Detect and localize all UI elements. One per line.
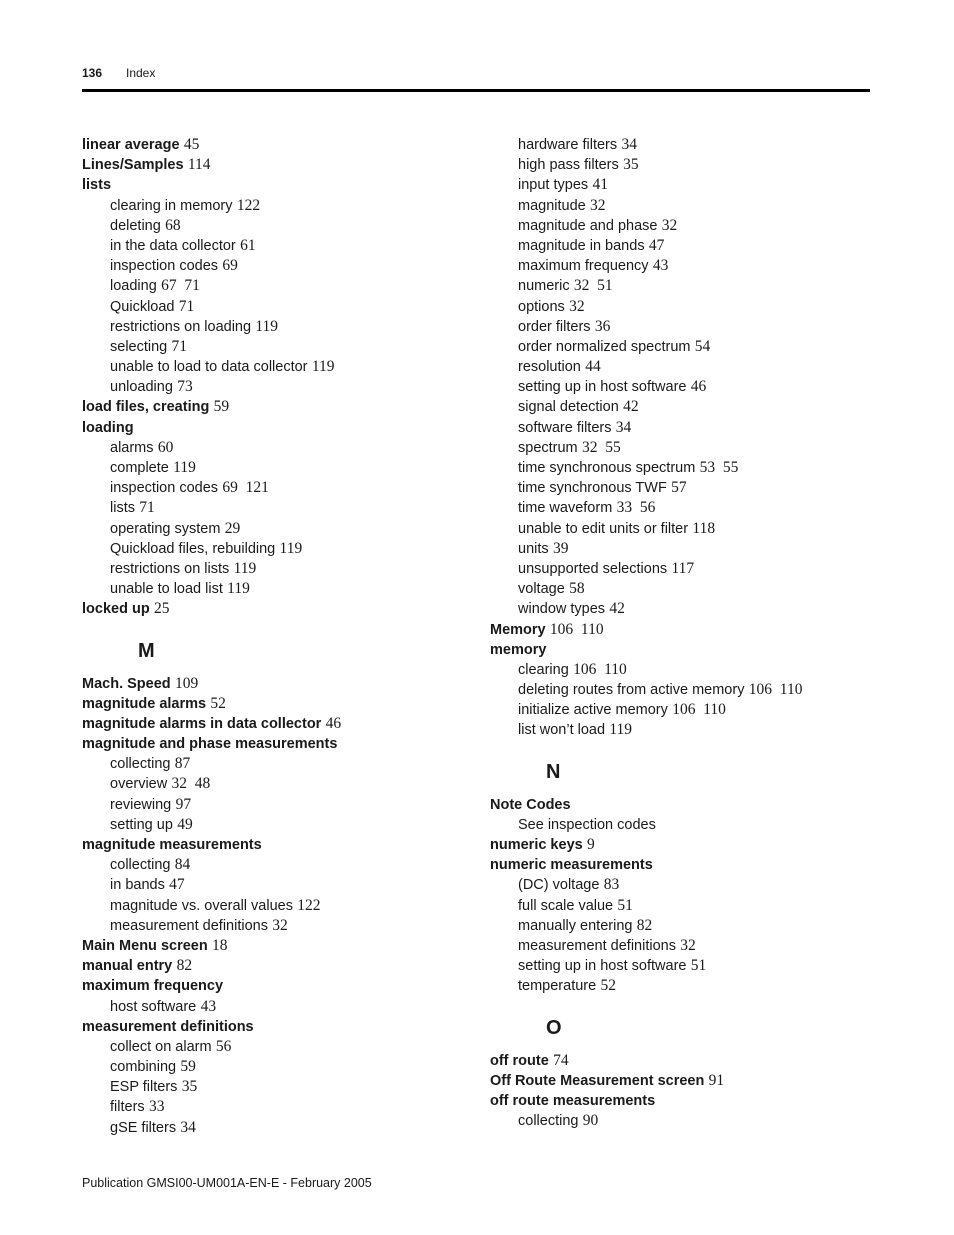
subentry-term: in bands (110, 877, 165, 894)
index-entry (82, 956, 482, 976)
index-entry (82, 734, 482, 754)
subentry-term: order normalized spectrum (518, 338, 691, 355)
page-references: 46 (690, 378, 707, 396)
index-subentry (490, 236, 890, 256)
subentry-term: unsupported selections (518, 560, 668, 577)
index-letter-heading: O (546, 1016, 562, 1039)
page-references: 41 (592, 176, 608, 194)
page-references: 119 (311, 358, 335, 376)
page-references: 90 (582, 1112, 599, 1130)
page-references: 91 (708, 1071, 725, 1089)
index-subentry (490, 896, 890, 916)
page-references: 119 (233, 559, 257, 577)
page-references: 34 (615, 418, 632, 436)
subentry-term: ESP filters (110, 1079, 178, 1096)
subentry-term: restrictions on loading (110, 318, 252, 335)
subentry-term: loading (110, 278, 157, 295)
header-rule (82, 89, 870, 92)
index-subentry (490, 155, 890, 175)
index-entry (82, 418, 482, 438)
subentry-term: maximum frequency (518, 258, 649, 275)
page-references: 43 (652, 257, 669, 275)
index-entry (490, 855, 890, 875)
subentry-term: in the data collector (110, 237, 236, 254)
index-entry (82, 135, 482, 155)
index-subentry (490, 175, 890, 195)
index-subentry (490, 875, 890, 895)
index-subentry (82, 774, 482, 794)
index-subentry (490, 539, 890, 559)
index-subentry (82, 855, 482, 875)
subentry-term: deleting (110, 217, 161, 234)
index-subentry (82, 297, 482, 317)
page-references: 51 (617, 896, 633, 914)
index-column-left (82, 135, 482, 1138)
index-subentry (82, 337, 482, 357)
page-references: 109 (174, 674, 199, 692)
page-references: 74 (553, 1051, 569, 1069)
subentry-term: filters (110, 1099, 145, 1116)
page-references: 97 (175, 795, 192, 813)
page-references: 29 (224, 519, 241, 537)
entry-term: manual entry (82, 958, 173, 975)
index-subentry (490, 720, 890, 740)
page-references: 32 51 (573, 277, 613, 295)
subentry-term: collect on alarm (110, 1038, 212, 1055)
index-entry (82, 674, 482, 694)
index-entry (490, 640, 890, 660)
page-references: 52 (600, 977, 616, 995)
entry-term: load files, creating (82, 399, 210, 416)
page-references: 67 71 (161, 277, 200, 295)
index-subentry (490, 815, 890, 835)
subentry-term: selecting (110, 338, 168, 355)
subentry-term: list won’t load (518, 722, 606, 739)
index-subentry (82, 896, 482, 916)
subentry-term: software filters (518, 419, 612, 436)
page-references: 71 (171, 337, 188, 355)
page-references: 34 (180, 1118, 196, 1136)
page-references: 58 (569, 580, 585, 598)
index-subentry (82, 438, 482, 458)
index-subentry (82, 1037, 482, 1057)
index-subentry (82, 916, 482, 936)
entry-term: Mach. Speed (82, 675, 171, 692)
index-subentry (490, 478, 890, 498)
index-subentry (82, 377, 482, 397)
subentry-term: Quickload (110, 298, 175, 315)
subentry-term: options (518, 298, 565, 315)
index-subentry (82, 559, 482, 579)
subentry-term: overview (110, 776, 168, 793)
page-references: 114 (187, 156, 211, 174)
page-references: 57 (671, 479, 687, 497)
entry-term: off route measurements (490, 1092, 656, 1109)
subentry-term: measurement definitions (110, 917, 268, 934)
index-subentry (82, 317, 482, 337)
page-references: 32 (661, 216, 678, 234)
index-subentry (490, 297, 890, 317)
page-references: 25 (154, 600, 170, 618)
subentry-term: collecting (110, 857, 171, 874)
page-references: 42 (609, 600, 625, 618)
subentry-term: clearing in memory (110, 197, 233, 214)
index-subentry (82, 357, 482, 377)
page-references: 47 (648, 236, 665, 254)
page-references: 73 (177, 378, 193, 396)
page-references: 82 (636, 916, 653, 934)
index-subentry (490, 976, 890, 996)
page-references: 39 (552, 539, 569, 557)
page-references: 82 (176, 957, 193, 975)
subentry-term: alarms (110, 439, 154, 456)
index-subentry (82, 519, 482, 539)
index-subentry (490, 660, 890, 680)
page-references: 33 (148, 1098, 165, 1116)
page-references: 42 (623, 398, 639, 416)
subentry-term: initialize active memory (518, 702, 668, 719)
entry-term: Note Codes (490, 796, 571, 813)
index-subentry (490, 458, 890, 478)
index-entry (82, 599, 482, 619)
subentry-term: measurement definitions (518, 937, 676, 954)
page-references: 106 110 (748, 681, 803, 699)
index-subentry (490, 418, 890, 438)
page-references: 32 48 (171, 775, 211, 793)
subentry-term: time synchronous spectrum (518, 460, 696, 476)
page-references: 106 110 (549, 620, 604, 638)
subentry-term: inspection codes (110, 258, 219, 275)
page-references: 119 (173, 459, 196, 476)
page-references: 69 (222, 257, 238, 275)
page-references: 59 (213, 398, 230, 416)
page-references: 54 (694, 337, 711, 355)
subentry-term: high pass filters (518, 157, 619, 174)
page-references: 35 (181, 1078, 198, 1096)
entry-term: maximum frequency (82, 978, 224, 995)
entry-term: Main Menu screen (82, 937, 208, 954)
index-entry (490, 620, 890, 640)
page-references: 9 (587, 836, 595, 853)
page-references: 53 55 (699, 459, 739, 476)
subentry-term: combining (110, 1059, 177, 1076)
page-references: 106 110 (672, 701, 726, 719)
index-subentry (490, 559, 890, 579)
subentry-term: time synchronous TWF (518, 480, 667, 497)
index-subentry (490, 337, 890, 357)
subentry-term: manually entering (518, 917, 633, 934)
entry-term: magnitude alarms (82, 695, 207, 712)
index-subentry (82, 997, 482, 1017)
index-entry (82, 1017, 482, 1037)
subentry-term: spectrum (518, 439, 578, 456)
subentry-term: inspection codes (110, 480, 219, 497)
entry-term: magnitude measurements (82, 837, 262, 853)
page-references: 51 (690, 957, 707, 975)
page-references: 119 (279, 539, 303, 557)
index-subentry (82, 1057, 482, 1077)
subentry-term: Quickload files, rebuilding (110, 540, 276, 557)
index-subentry (490, 135, 890, 155)
index-letter-heading: N (546, 760, 561, 783)
page-references: 46 (325, 714, 342, 732)
index-entry (490, 795, 890, 815)
subentry-term: collecting (518, 1113, 579, 1130)
page-references: 61 (240, 236, 256, 254)
index-subentry (490, 680, 890, 700)
page-references: 59 (180, 1058, 196, 1076)
index-subentry (82, 815, 482, 835)
page-references: 71 (139, 499, 155, 517)
page-header (82, 66, 156, 80)
entry-term: lists (82, 177, 112, 194)
index-subentry (490, 519, 890, 539)
index-subentry (82, 216, 482, 236)
index-entry (82, 694, 482, 714)
index-subentry (82, 1118, 482, 1138)
subentry-term: order filters (518, 318, 591, 335)
subentry-term: signal detection (518, 399, 619, 416)
page-references: 52 (210, 694, 226, 712)
page-references: 122 (236, 196, 261, 214)
entry-term: Memory (490, 621, 546, 638)
page-references: 87 (174, 755, 191, 773)
index-subentry (490, 256, 890, 276)
subentry-term: operating system (110, 520, 221, 537)
page-references: 83 (603, 876, 620, 894)
index-entry (82, 175, 482, 195)
index-subentry (82, 196, 482, 216)
index-subentry (490, 579, 890, 599)
index-entry (82, 976, 482, 996)
subentry-term: reviewing (110, 796, 172, 813)
index-entry (82, 155, 482, 175)
index-letter-heading: M (138, 639, 155, 662)
index-subentry (490, 196, 890, 216)
publication-footer: Publication GMSI00-UM001A-EN-E - February 2005 (82, 1176, 372, 1190)
subentry-term: magnitude (518, 197, 586, 214)
index-subentry (82, 236, 482, 256)
entry-term: magnitude alarms in data collector (82, 715, 322, 732)
entry-term: Off Route Measurement screen (490, 1072, 705, 1089)
index-column-right (490, 135, 890, 1131)
subentry-term: (DC) voltage (518, 877, 600, 894)
index-subentry (82, 498, 482, 518)
subentry-term: setting up in host software (518, 958, 687, 975)
index-subentry (490, 317, 890, 337)
entry-term: magnitude and phase measurements (82, 736, 338, 753)
entry-term: numeric keys (490, 837, 583, 853)
entry-term: measurement definitions (82, 1018, 254, 1035)
index-subentry (82, 458, 482, 478)
subentry-term: numeric (518, 278, 570, 295)
subentry-term: magnitude in bands (518, 237, 645, 254)
subentry-term: host software (110, 998, 197, 1015)
index-subentry (490, 916, 890, 936)
entry-term: off route (490, 1052, 549, 1069)
page-references: 32 (569, 297, 585, 315)
subentry-term: window types (518, 601, 606, 618)
subentry-term: setting up (110, 816, 173, 833)
index-entry (490, 1091, 890, 1111)
page-references: 45 (183, 136, 200, 153)
subentry-term: complete (110, 460, 169, 476)
page-references: 119 (609, 721, 633, 739)
page-references: 122 (297, 896, 321, 914)
index-subentry (82, 754, 482, 774)
index-subentry (490, 357, 890, 377)
page-references: 44 (585, 358, 601, 376)
subentry-term: lists (110, 500, 135, 517)
index-subentry (82, 579, 482, 599)
subentry-term: setting up in host software (518, 379, 687, 396)
page-references: 35 (623, 156, 639, 174)
page-references: 60 (157, 438, 174, 456)
page-references: 32 (680, 936, 696, 954)
index-subentry (82, 875, 482, 895)
page-references: 84 (174, 856, 191, 874)
subentry-term: input types (518, 177, 589, 194)
subentry-term: gSE filters (110, 1119, 177, 1136)
page-references: 32 55 (581, 438, 621, 456)
index-entry (82, 714, 482, 734)
index-entry (490, 1051, 890, 1071)
subentry-term: temperature (518, 978, 597, 995)
index-entry (490, 1071, 890, 1091)
page-references: 119 (255, 317, 279, 335)
index-entry (82, 835, 482, 855)
entry-term: linear average (82, 137, 180, 153)
subentry-term: full scale value (518, 897, 614, 914)
index-subentry (490, 936, 890, 956)
subentry-term: magnitude vs. overall values (110, 897, 293, 914)
entry-term: numeric measurements (490, 857, 653, 874)
entry-term: memory (490, 641, 547, 658)
page-references: 49 (177, 815, 193, 833)
subentry-term: deleting routes from active memory (518, 682, 745, 699)
page-references: 117 (671, 559, 695, 577)
index-entry (490, 835, 890, 855)
page-references: 106 110 (573, 660, 627, 678)
index-subentry (82, 1077, 482, 1097)
subentry-term: time waveform (518, 500, 613, 517)
page-references: 118 (692, 519, 716, 537)
index-subentry (82, 1097, 482, 1117)
subentry-term: magnitude and phase (518, 217, 658, 234)
subentry-term: restrictions on lists (110, 560, 230, 577)
page-references: 32 (272, 916, 288, 934)
subentry-term: clearing (518, 661, 569, 678)
subentry-term: resolution (518, 359, 581, 376)
index-subentry (82, 478, 482, 498)
index-subentry (490, 438, 890, 458)
entry-term: locked up (82, 601, 150, 618)
index-subentry (82, 276, 482, 296)
index-subentry (490, 956, 890, 976)
entry-term: loading (82, 419, 134, 436)
subentry-term: units (518, 540, 549, 557)
page-references: 18 (212, 936, 228, 954)
page-references: 68 (165, 216, 181, 234)
page-references: 43 (200, 997, 217, 1015)
page-references: 71 (178, 297, 195, 315)
index-subentry (490, 700, 890, 720)
index-subentry (490, 397, 890, 417)
index-entry (82, 397, 482, 417)
index-entry (82, 936, 482, 956)
subentry-term: unable to load list (110, 581, 223, 598)
index-subentry (82, 256, 482, 276)
index-subentry (490, 276, 890, 296)
page-references: 34 (621, 136, 637, 153)
subentry-term: unable to load to data collector (110, 359, 308, 376)
section-title: Index (126, 66, 156, 80)
index-subentry (82, 795, 482, 815)
page-references: 36 (594, 317, 611, 335)
subentry-term: hardware filters (518, 137, 618, 153)
index-subentry (490, 1111, 890, 1131)
page-references: 119 (227, 580, 250, 598)
page-references: 47 (169, 876, 185, 894)
index-subentry (490, 216, 890, 236)
page-number: 136 (82, 66, 103, 80)
page-references: 69 121 (222, 479, 269, 497)
page-references: 56 (215, 1037, 232, 1055)
page-references: 32 (590, 196, 606, 214)
subentry-term: unloading (110, 379, 173, 396)
index-subentry (490, 599, 890, 619)
index-subentry (490, 377, 890, 397)
page-references: 33 56 (616, 499, 656, 517)
index-subentry (82, 539, 482, 559)
index-subentry (490, 498, 890, 518)
subentry-term: unable to edit units or filter (518, 520, 689, 537)
subentry-term: See inspection codes (518, 816, 656, 833)
subentry-term: voltage (518, 581, 565, 598)
entry-term: Lines/Samples (82, 157, 184, 174)
subentry-term: collecting (110, 756, 171, 773)
